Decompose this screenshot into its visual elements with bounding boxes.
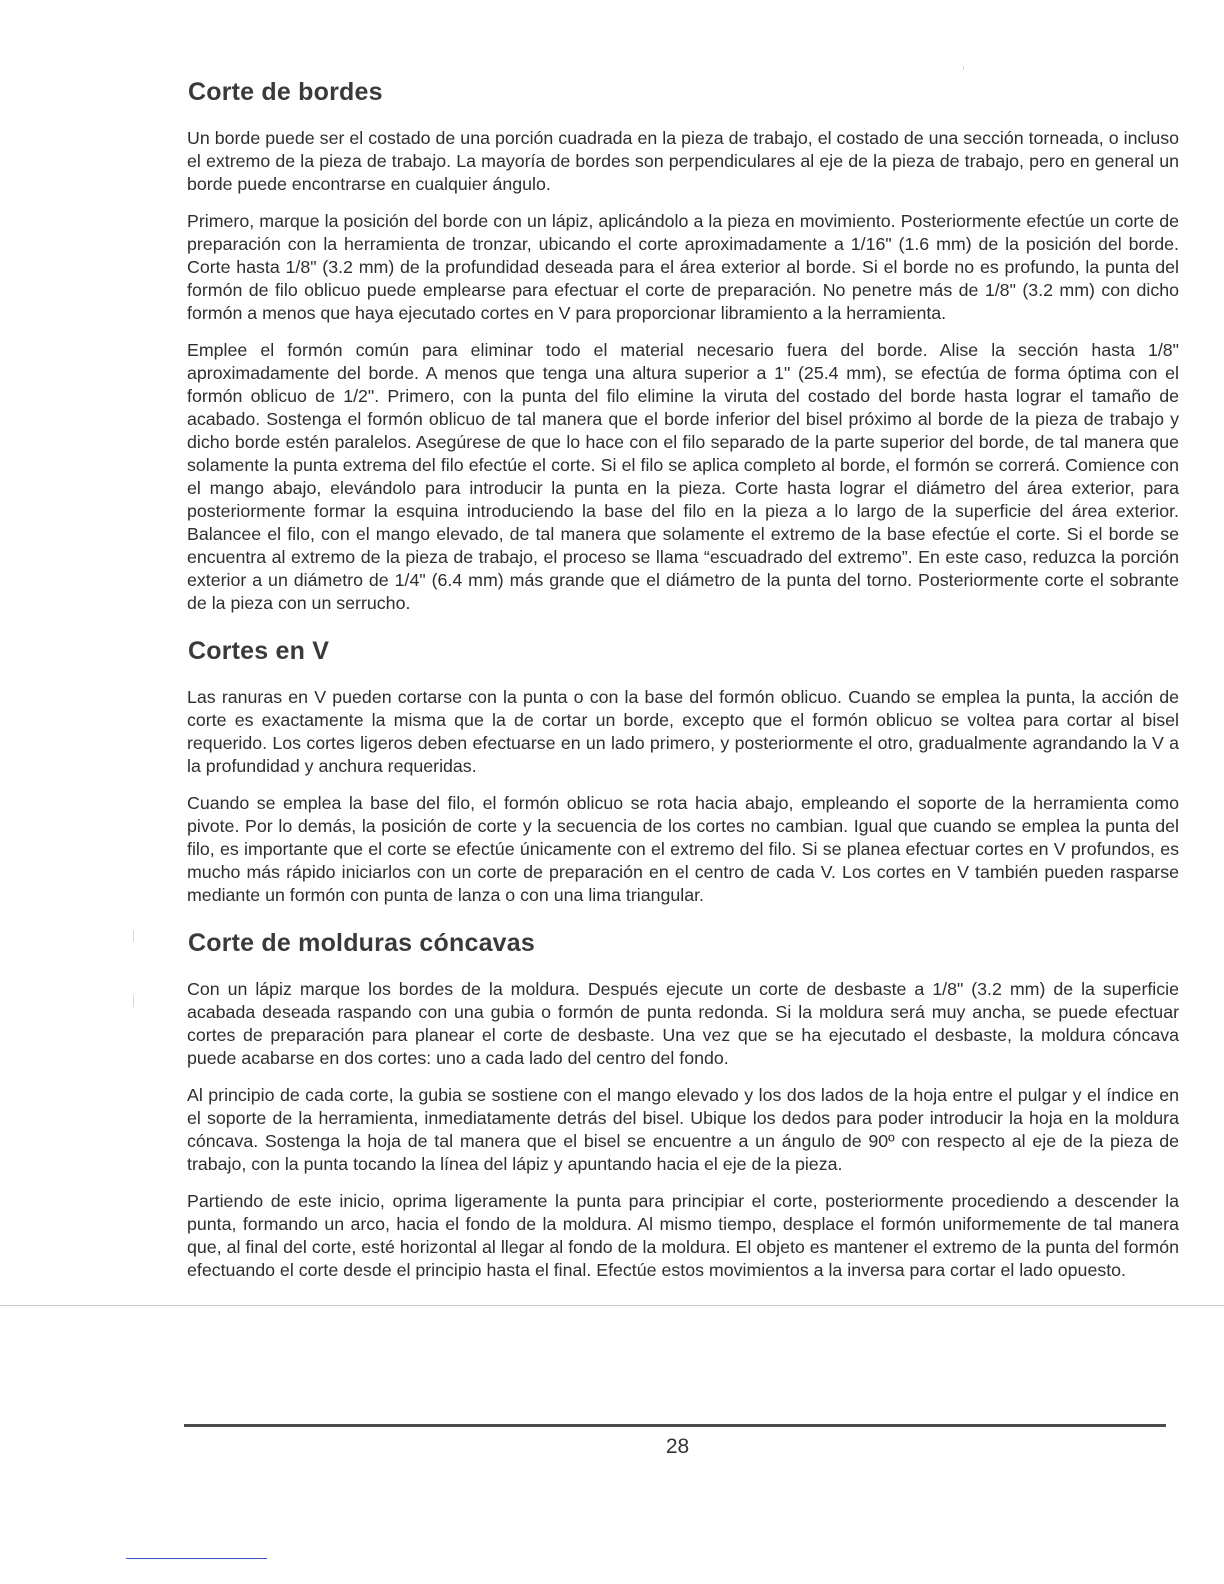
scan-crossline [0,1305,1224,1306]
section-corte-de-bordes [187,78,1179,615]
footer-underline [126,1558,267,1559]
paragraph: Las ranuras en V pueden cortarse con la punta o con la base del formón oblicuo. Cuando se emplea la punta, la acción de corte es exactamente la misma que la de cortar un borde, excepto que el formón oblicuo se voltea para cortar al bisel requerido. Los cortes ligeros deben efectuarse en un lado primero, y posteriormente el otro, gradualmente agrandando la V a la profundidad y anchura requeridas. [187,687,1179,776]
scan-mark [133,995,134,1007]
paragraph: Primero, marque la posición del borde con un lápiz, aplicándolo a la pieza en movimiento. Posteriormente efectúe un corte de preparación con la herramienta de tronzar, ubicando el corte aproximadamente a 1/16" (1.6 mm) de la posición del borde. Corte hasta 1/8" (3.2 mm) de la profundidad deseada para el área exterior al borde. Si el borde no es profundo, la punta del formón de filo oblicuo puede emplearse para efectuar el corte de preparación. No penetre más de 1/8" (3.2 mm) con dicho formón a menos que haya ejecutado cortes en V para proporcionar libramiento a la herramienta. [187,211,1179,323]
section-heading: Corte de bordes [188,78,383,106]
section-heading: Corte de molduras cóncavas [188,929,535,957]
page-number: 28 [665,1435,690,1458]
scan-mark [133,930,134,942]
section-corte-de-molduras-concavas [187,929,1179,1282]
paragraph: Un borde puede ser el costado de una porción cuadrada en la pieza de trabajo, el costado de una sección torneada, o incluso el extremo de la pieza de trabajo. La mayoría de bordes son perpendiculares al eje de la pieza de trabajo, pero en general un borde puede encontrarse en cualquier ángulo. [187,128,1179,194]
footer-rule [184,1424,1166,1427]
section-cortes-en-v [187,637,1179,907]
paragraph: Partiendo de este inicio, oprima ligeramente la punta para principiar el corte, posteriormente procediendo a descender la punta, formando un arco, hacia el fondo de la moldura. Al mismo tiempo, desplace el formón uniformemente de tal manera que, al final del corte, esté horizontal al llegar al fondo de la moldura. El objeto es mantener el extremo de la punta del formón efectuando el corte desde el principio hasta el final. Efectúe estos movimientos a la inversa para cortar el lado opuesto. [187,1191,1179,1280]
section-heading: Cortes en V [188,637,330,665]
scan-mark [963,66,964,70]
main-content [187,78,1179,1296]
paragraph: Emplee el formón común para eliminar todo el material necesario fuera del borde. Alise la sección hasta 1/8" aproximadamente del borde. A menos que tenga una altura superior a 1" (25.4 mm), se efectúa de forma óptima con el formón oblicuo de 1/2". Primero, con la punta del filo elimine la viruta del costado del borde hasta lograr el tamaño de acabado. Sostenga el formón oblicuo de tal manera que el borde inferior del bisel próximo al borde de la pieza de trabajo y dicho borde estén paralelos. Asegúrese de que lo hace con el filo separado de la parte superior del borde, de tal manera que solamente la punta extrema del filo efectúe el corte. Si el filo se aplica completo al borde, el formón se correrá. Comience con el mango abajo, elevándolo para introducir la punta en la pieza. Corte hasta lograr el diámetro del área exterior, para posteriormente formar la esquina introduciendo la base del filo en la pieza a lo largo de la superficie del área exterior. Balancee el filo, con el mango elevado, de tal manera que solamente el extremo de la base efectúe el corte. Si el borde se encuentra al extremo de la pieza de trabajo, el proceso se llama “escuadrado del extremo”. En este caso, reduzca la porción exterior a un diámetro de 1/4" (6.4 mm) más grande que el diámetro de la punta del torno. Posteriormente corte el sobrante de la pieza con un serrucho. [187,340,1179,613]
paragraph: Cuando se emplea la base del filo, el formón oblicuo se rota hacia abajo, empleando el soporte de la herramienta como pivote. Por lo demás, la posición de corte y la secuencia de los cortes no cambian. Igual que cuando se emplea la punta del filo, es importante que el corte se efectúe únicamente con el extremo del filo. Si se planea efectuar cortes en V profundos, es mucho más rápido iniciarlos con un corte de preparación en el centro de cada V. Los cortes en V también pueden rasparse mediante un formón con punta de lanza o con una lima triangular. [187,793,1179,905]
paragraph: Con un lápiz marque los bordes de la moldura. Después ejecute un corte de desbaste a 1/8" (3.2 mm) de la superficie acabada deseada raspando con una gubia o formón de punta redonda. Si la moldura será muy ancha, se puede efectuar cortes de preparación para planear el corte de desbaste. Una vez que se ha ejecutado el desbaste, la moldura cóncava puede acabarse en dos cortes: uno a cada lado del centro del fondo. [187,979,1179,1068]
paragraph: Al principio de cada corte, la gubia se sostiene con el mango elevado y los dos lados de la hoja entre el pulgar y el índice en el soporte de la herramienta, inmediatamente detrás del bisel. Ubique los dedos para poder introducir la hoja en la moldura cóncava. Sostenga la hoja de tal manera que el bisel se encuentre a un ángulo de 90º con respecto al eje de la pieza de trabajo, con la punta tocando la línea del lápiz y apuntando hacia el eje de la pieza. [187,1085,1179,1174]
